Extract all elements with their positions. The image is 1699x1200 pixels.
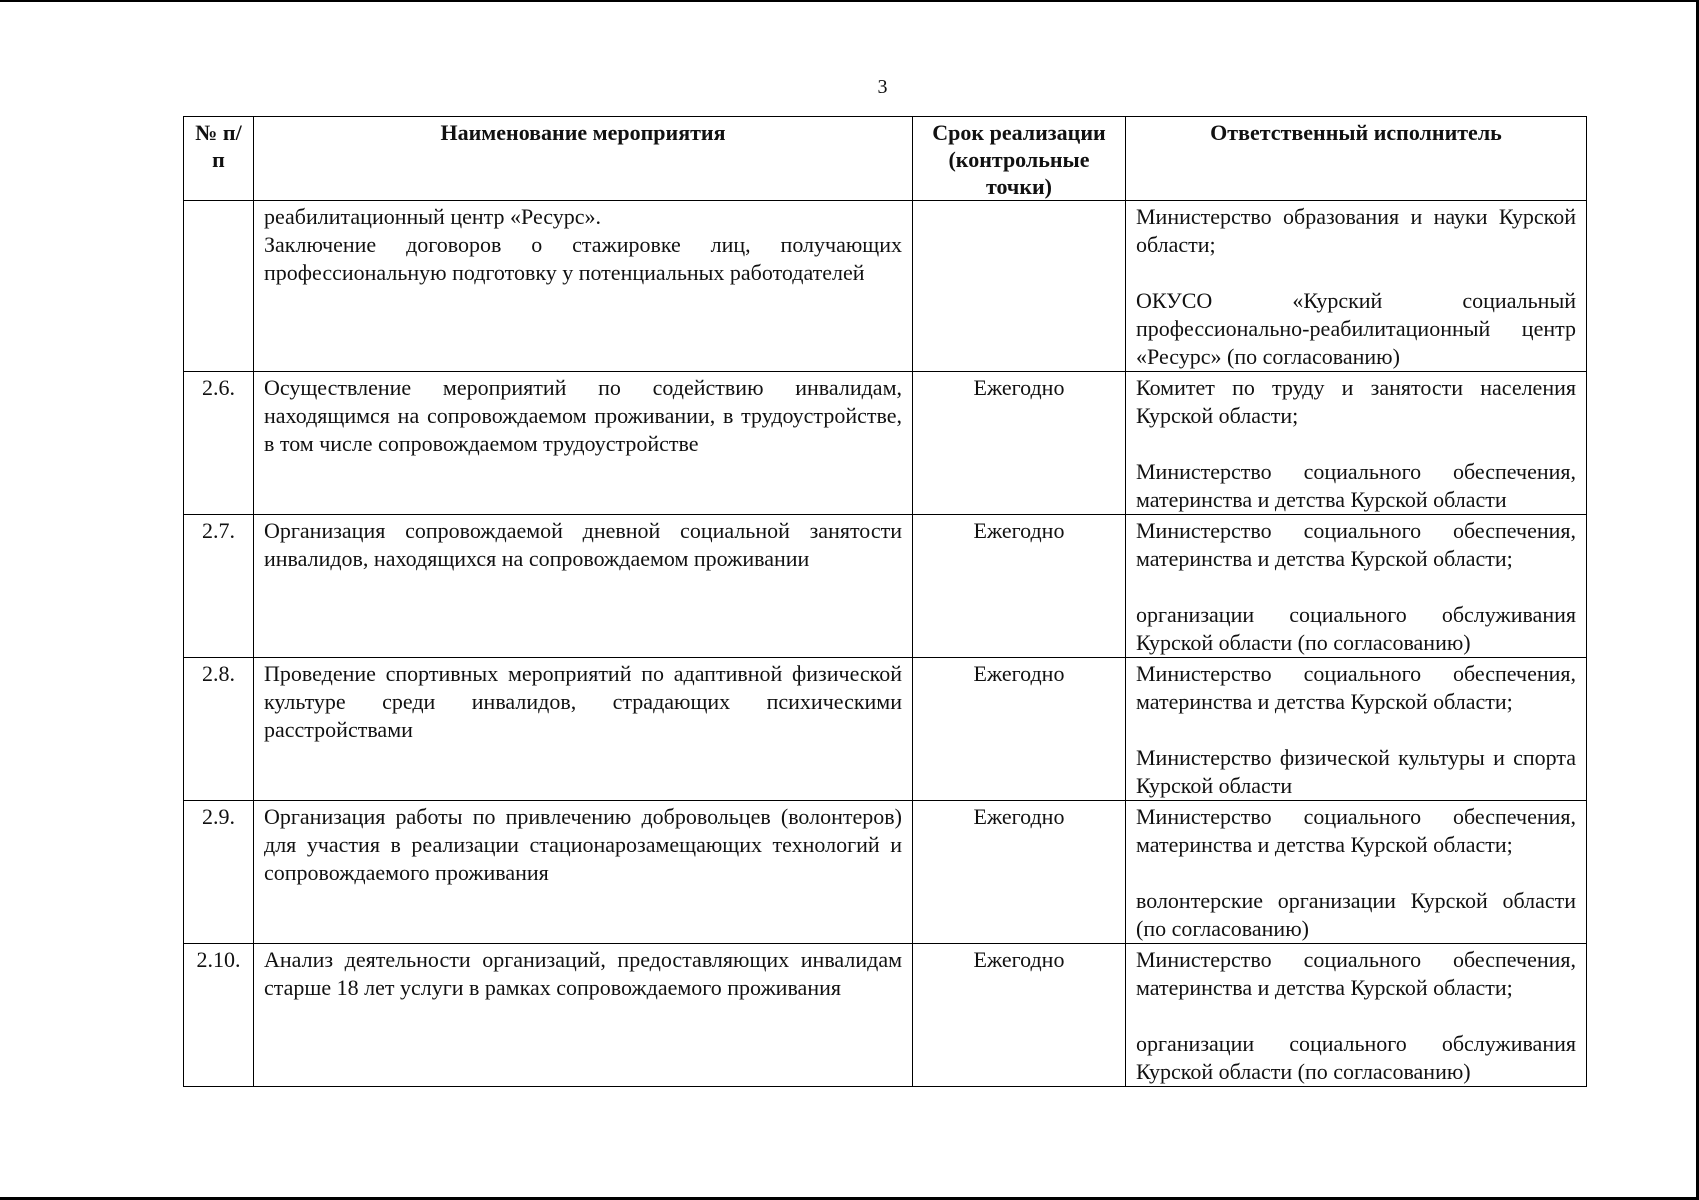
row-activity-name [254,944,913,1087]
activities-table [183,116,1587,1087]
row-number: 2.8. [184,658,254,801]
paragraph-gap [1136,1002,1576,1030]
row-term: Ежегодно [913,372,1126,515]
responsible-text: Министерство социального обеспечения, материнства и детства Курской области [1136,459,1576,512]
row-number [184,201,254,372]
row-activity-name [254,372,913,515]
row-term: Ежегодно [913,658,1126,801]
responsible-text: Министерство социального обеспечения, материнства и детства Курской области; [1136,804,1576,857]
row-number: 2.9. [184,801,254,944]
paragraph-gap [1136,716,1576,744]
paragraph-gap [1136,259,1576,287]
table-row [184,515,1587,658]
row-responsible [1126,372,1587,515]
table-row [184,658,1587,801]
activity-text: Заключение договоров о стажировке лиц, получающих профессиональную подготовку у потенциальных работодателей [264,232,902,285]
activity-text: реабилитационный центр «Ресурс». [264,204,602,229]
row-number: 2.10. [184,944,254,1087]
scan-edge-top [0,0,1699,2]
row-responsible [1126,201,1587,372]
paragraph-gap [1136,430,1576,458]
paragraph-gap [1136,573,1576,601]
responsible-text: организации социального обслуживания Курской области (по согласованию) [1136,1031,1576,1084]
responsible-text: Министерство социального обеспечения, материнства и детства Курской области; [1136,518,1576,571]
row-activity-name [254,515,913,658]
activity-text: Проведение спортивных мероприятий по адаптивной физической культуре среди инвалидов, страдающих психическими расстройствами [264,661,902,742]
row-term: Ежегодно [913,801,1126,944]
table-row [184,372,1587,515]
table-header-row [184,117,1587,201]
page-number: 3 [877,76,888,98]
row-number: 2.7. [184,515,254,658]
row-activity-name [254,801,913,944]
table-row [184,801,1587,944]
row-responsible [1126,658,1587,801]
responsible-text: Министерство социального обеспечения, материнства и детства Курской области; [1136,661,1576,714]
row-activity-name [254,201,913,372]
activity-text: Осуществление мероприятий по содействию инвалидам, находящимся на сопровождаемом проживании, в трудоустройстве, в том числе сопровождаемом трудоустройстве [264,375,902,456]
header-term: Срок реализации (контрольные точки) [913,117,1126,201]
row-responsible [1126,515,1587,658]
responsible-text: волонтерские организации Курской области (по согласованию) [1136,888,1576,941]
responsible-text: Министерство образования и науки Курской области; [1136,204,1576,257]
responsible-text: Министерство физической культуры и спорта Курской области [1136,745,1576,798]
responsible-text: организации социального обслуживания Курской области (по согласованию) [1136,602,1576,655]
responsible-text: Комитет по труду и занятости населения Курской области; [1136,375,1576,428]
row-term: Ежегодно [913,944,1126,1087]
row-responsible [1126,801,1587,944]
row-responsible [1126,944,1587,1087]
row-number: 2.6. [184,372,254,515]
table-row [184,201,1587,372]
row-term: Ежегодно [913,515,1126,658]
row-term [913,201,1126,372]
row-activity-name [254,658,913,801]
header-name: Наименование мероприятия [254,117,913,201]
header-number: № п/п [184,117,254,201]
activity-text: Организация работы по привлечению добровольцев (волонтеров) для участия в реализации стационарозамещающих технологий и сопровождаемого проживания [264,804,902,885]
activity-text: Организация сопровождаемой дневной социальной занятости инвалидов, находящихся на сопровождаемом проживании [264,518,902,571]
header-responsible: Ответственный исполнитель [1126,117,1587,201]
table-row [184,944,1587,1087]
paragraph-gap [1136,859,1576,887]
responsible-text: Министерство социального обеспечения, материнства и детства Курской области; [1136,947,1576,1000]
responsible-text: ОКУСО «Курский социальный профессионально-реабилитационный центр «Ресурс» (по согласованию) [1136,288,1576,369]
activity-text: Анализ деятельности организаций, предоставляющих инвалидам старше 18 лет услуги в рамках сопровождаемого проживания [264,947,902,1000]
